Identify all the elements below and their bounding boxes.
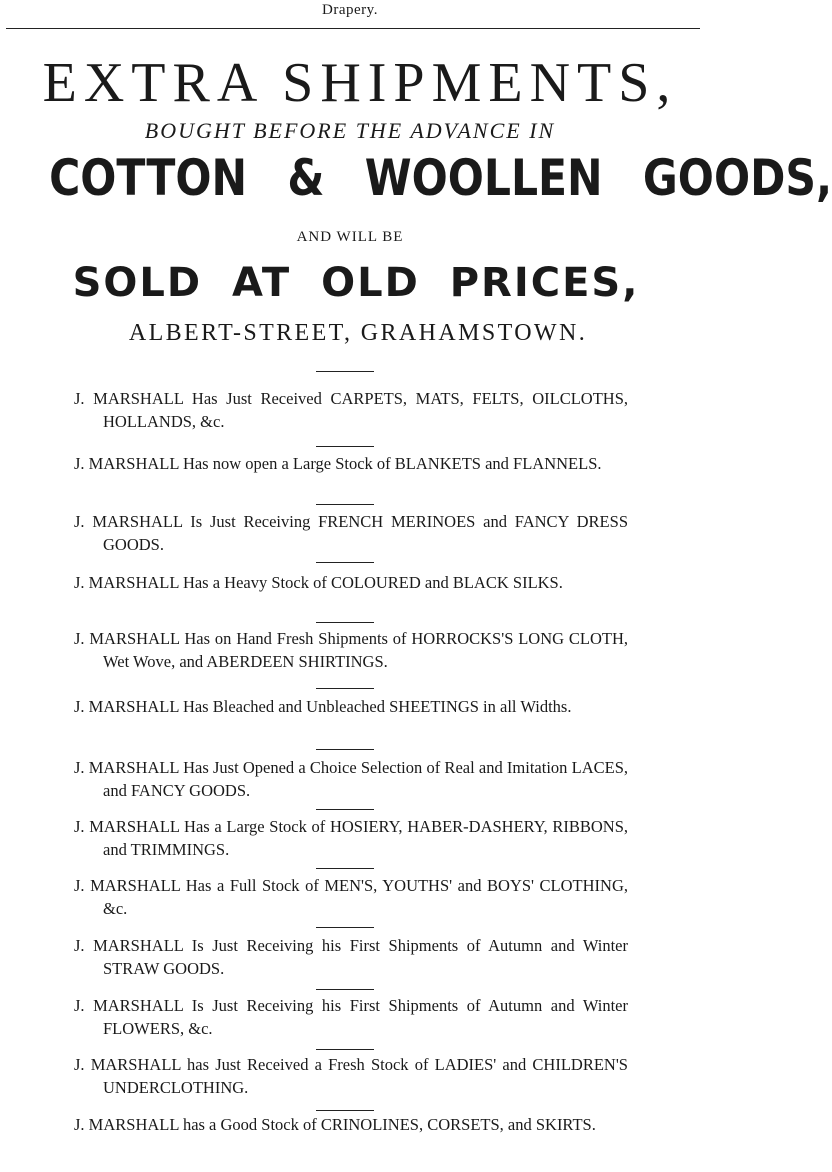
- entry-silks: J. MARSHALL Has a Heavy Stock of COLOURED and BLACK SILKS.: [74, 573, 563, 592]
- separator-rule: [316, 371, 374, 372]
- subheadline-bought-before: BOUGHT BEFORE THE ADVANCE IN: [144, 118, 556, 143]
- headline-extra-shipments: EXTRA SHIPMENTS,: [42, 52, 678, 114]
- separator-rule: [316, 989, 374, 990]
- separator-rule: [316, 504, 374, 505]
- section-label: Drapery.: [322, 2, 378, 18]
- entry-merinoes: J. MARSHALL Is Just Receiving FRENCH MERINOES and FANCY DRESS GOODS.: [74, 512, 628, 554]
- address-line: ALBERT-STREET, GRAHAMSTOWN.: [128, 320, 588, 346]
- separator-rule: [316, 1110, 374, 1111]
- entry-crinolines: J. MARSHALL has a Good Stock of CRINOLINES, CORSETS, and SKIRTS.: [74, 1115, 596, 1134]
- separator-rule: [316, 927, 374, 928]
- separator-rule: [316, 688, 374, 689]
- page-header: [0, 0, 700, 32]
- headline-old-prices: SOLD AT OLD PRICES,: [72, 260, 640, 306]
- entry-flowers: J. MARSHALL Is Just Receiving his First Shipments of Autumn and Winter FLOWERS, &c.: [74, 996, 628, 1038]
- entry-blankets: J. MARSHALL Has now open a Large Stock of BLANKETS and FLANNELS.: [74, 454, 602, 473]
- entry-clothing: J. MARSHALL Has a Full Stock of MEN'S, YOUTHS' and BOYS' CLOTHING, &c.: [74, 876, 628, 918]
- separator-rule: [316, 868, 374, 869]
- entry-carpets: J. MARSHALL Has Just Received CARPETS, MATS, FELTS, OILCLOTHS, HOLLANDS, &c.: [74, 389, 628, 431]
- entry-underclothing: J. MARSHALL has Just Received a Fresh Stock of LADIES' and CHILDREN'S UNDERCLOTHING.: [74, 1055, 628, 1097]
- separator-rule: [316, 749, 374, 750]
- entry-sheetings: J. MARSHALL Has Bleached and Unbleached SHEETINGS in all Widths.: [74, 697, 572, 716]
- entry-hosiery: J. MARSHALL Has a Large Stock of HOSIERY, HABER-DASHERY, RIBBONS, and TRIMMINGS.: [74, 817, 628, 859]
- entry-straw-goods: J. MARSHALL Is Just Receiving his First Shipments of Autumn and Winter STRAW GOODS.: [74, 936, 628, 978]
- entry-laces: J. MARSHALL Has Just Opened a Choice Selection of Real and Imitation LACES, and FANCY GOODS.: [74, 758, 628, 800]
- separator-rule: [316, 446, 374, 447]
- separator-rule: [316, 1049, 374, 1050]
- headline-cotton-woollen: COTTON & WOOLLEN GOODS,: [49, 149, 832, 207]
- subheadline-and-will-be: AND WILL BE: [296, 229, 404, 245]
- entry-long-cloth: J. MARSHALL Has on Hand Fresh Shipments of HORROCKS'S LONG CLOTH, Wet Wove, and ABERDEEN SHIRTINGS.: [74, 629, 628, 671]
- separator-rule: [316, 809, 374, 810]
- header-rule: [6, 28, 700, 29]
- separator-rule: [316, 622, 374, 623]
- separator-rule: [316, 562, 374, 563]
